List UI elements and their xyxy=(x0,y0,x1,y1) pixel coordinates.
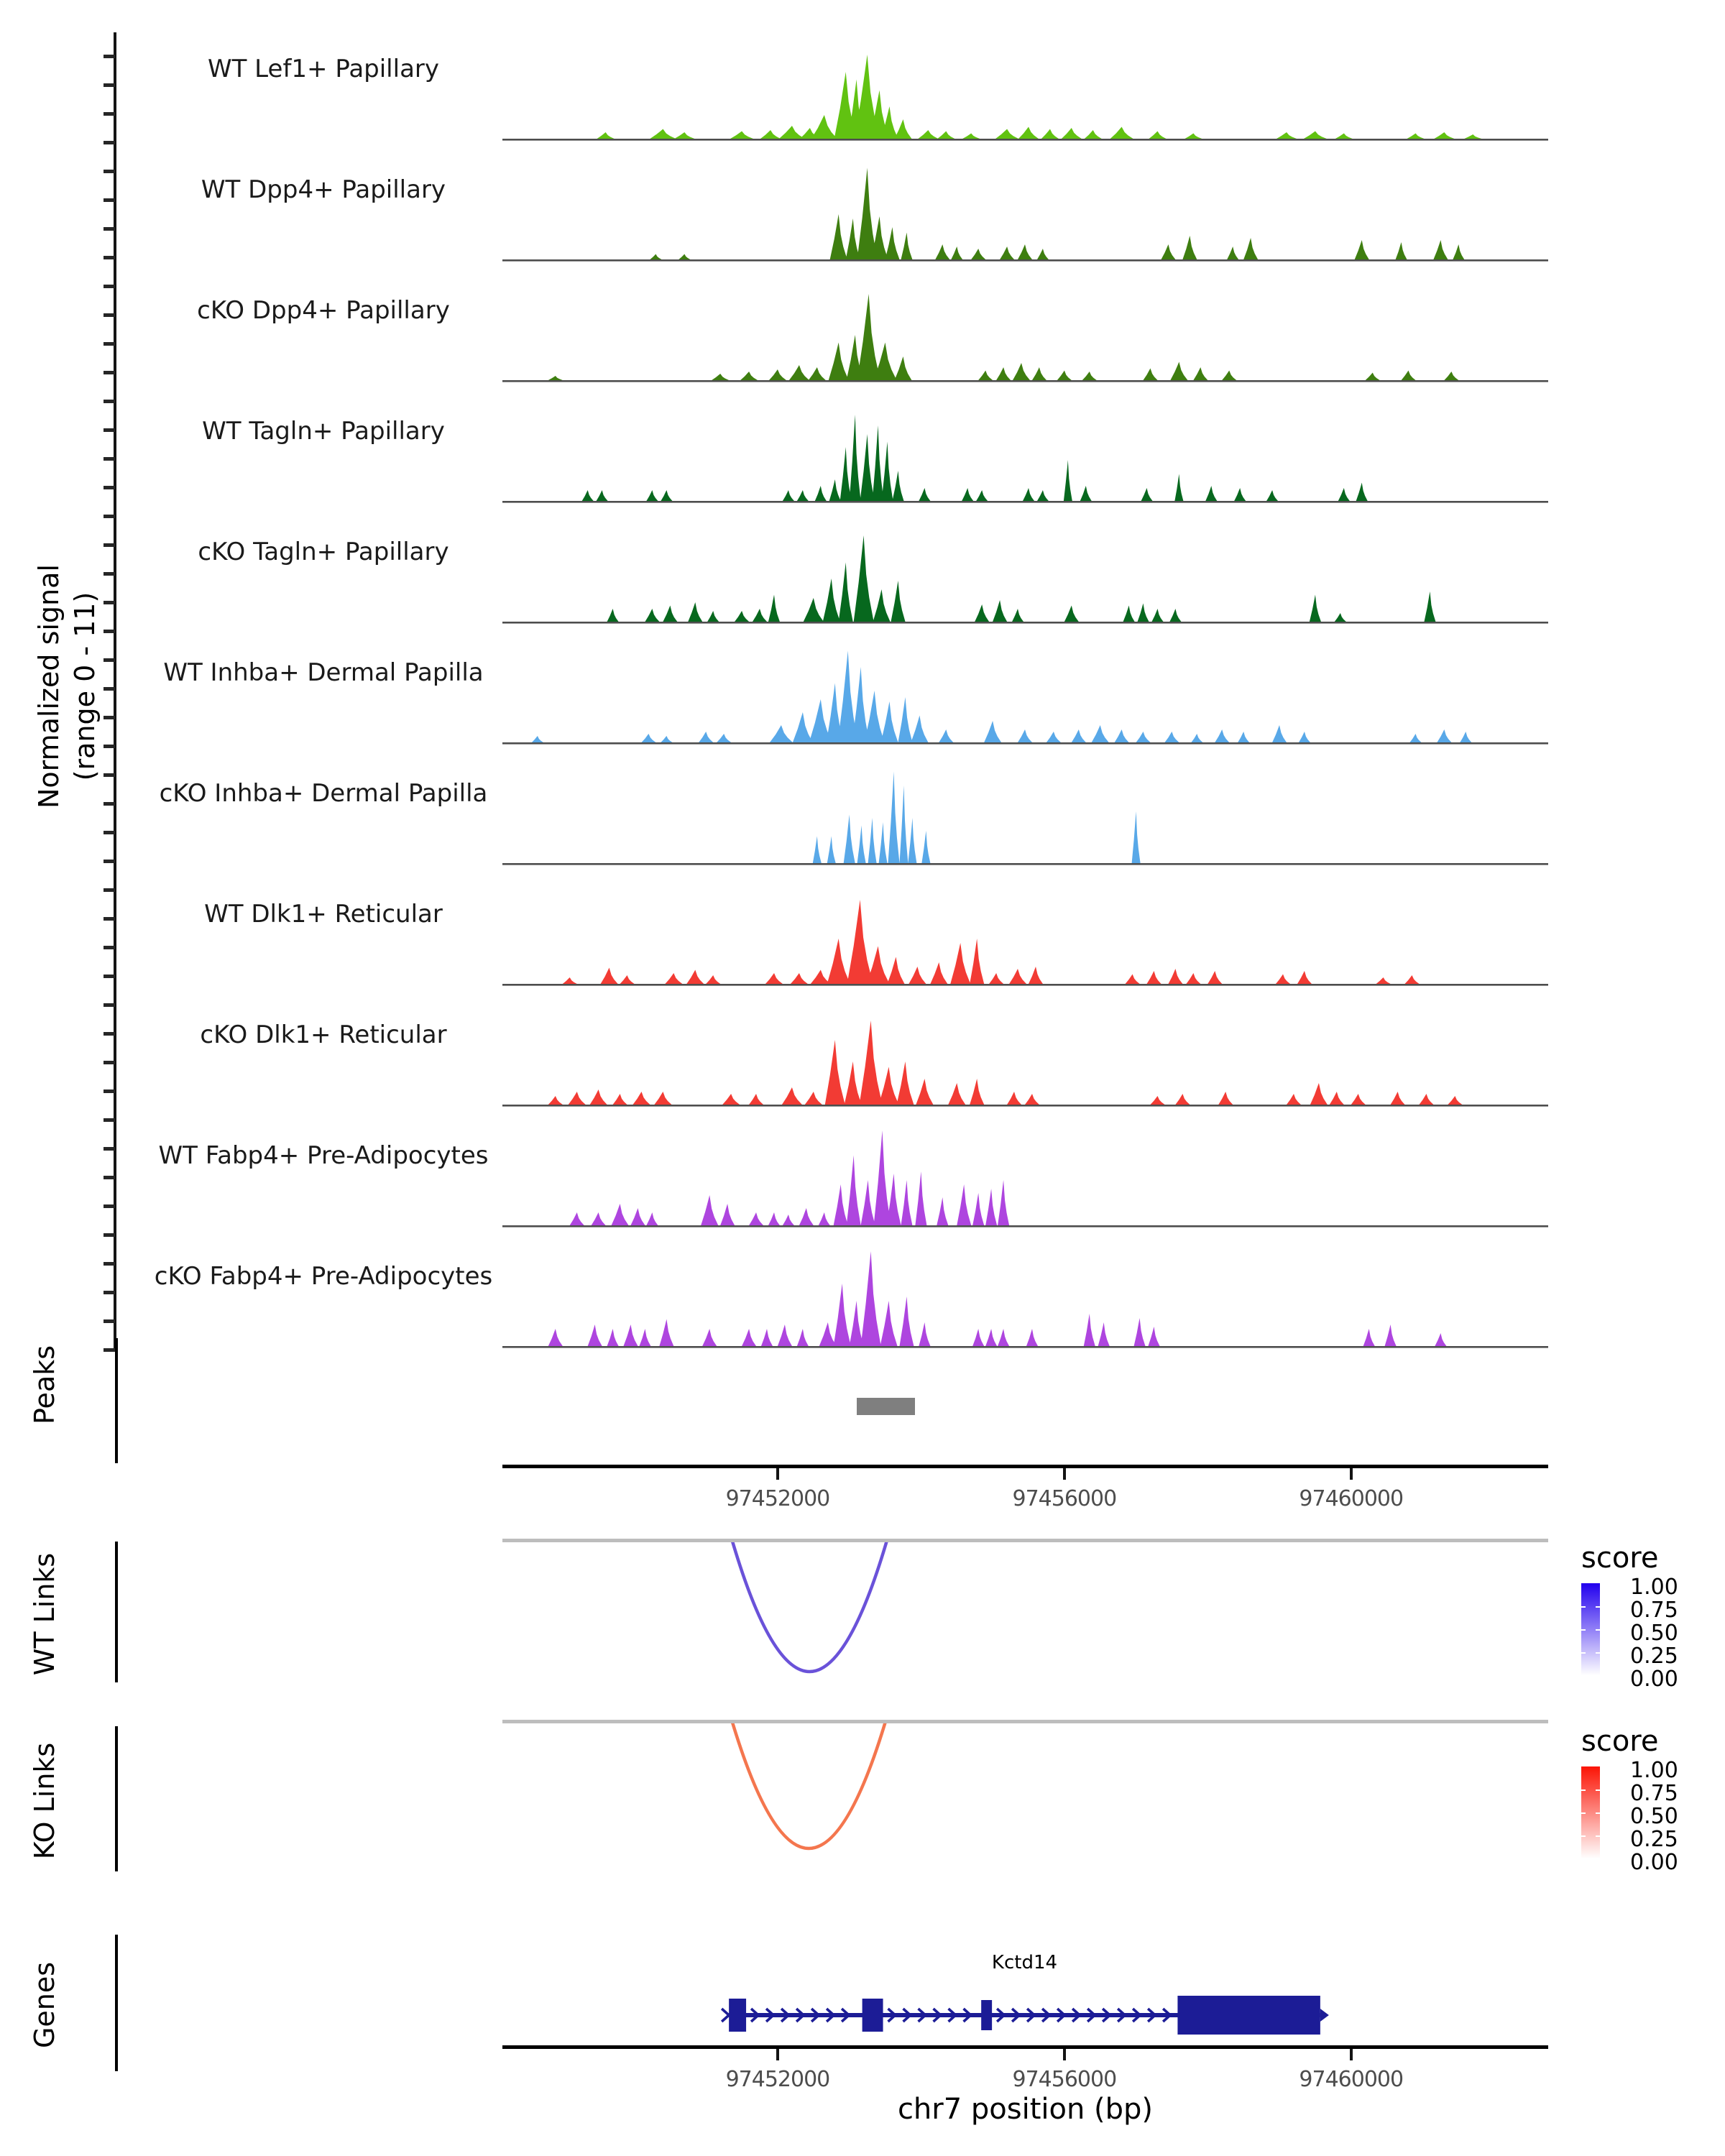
legend-tick-label: 0.25 xyxy=(1630,1644,1678,1669)
legend-tick-mark xyxy=(1581,1606,1586,1608)
legend-tick-mark xyxy=(1581,1789,1586,1791)
legend-tick-mark xyxy=(1581,1652,1586,1654)
coverage-track-3 xyxy=(502,263,1548,384)
legend-tick-mark xyxy=(1596,1606,1600,1608)
track-label: WT Inhba+ Dermal Papilla xyxy=(163,658,484,687)
track-baseline xyxy=(502,1225,1548,1227)
peaks-x-axis-ticklabel: 97460000 xyxy=(1299,1486,1404,1511)
y-axis-label-line1: Normalized signal xyxy=(33,564,65,808)
peaks-x-axis xyxy=(502,1465,1548,1468)
track-label: cKO Tagln+ Papillary xyxy=(198,538,449,566)
signal-y-axis-tick xyxy=(104,285,115,288)
coverage-track-7 xyxy=(502,746,1548,867)
track-baseline xyxy=(502,984,1548,986)
signal-y-axis-tick xyxy=(104,975,115,978)
signal-y-axis-tick xyxy=(104,457,115,461)
coverage-signal xyxy=(502,55,1548,139)
signal-y-axis-tick xyxy=(104,1003,115,1007)
exon-box xyxy=(862,1999,883,2032)
gene-model-Kctd14 xyxy=(502,1985,1548,2050)
peaks-x-axis-ticklabel: 97456000 xyxy=(1012,1486,1117,1511)
legend-tick-label: 0.75 xyxy=(1630,1781,1678,1806)
coverage-track-5 xyxy=(502,505,1548,625)
track-baseline xyxy=(502,1105,1548,1107)
wt-links-score-legend xyxy=(1581,1542,1678,1692)
signal-y-axis-tick xyxy=(104,256,115,259)
signal-y-axis-tick xyxy=(104,687,115,691)
ko-score-legend-title: score xyxy=(1581,1725,1659,1758)
link-arc xyxy=(732,1723,885,1848)
gene-end-arrow-icon xyxy=(1320,2009,1329,2022)
signal-y-axis-tick xyxy=(104,601,115,604)
genes-panel-axis xyxy=(115,1935,118,2071)
coverage-signal xyxy=(502,900,1548,984)
track-label: WT Lef1+ Papillary xyxy=(207,55,440,83)
peaks-x-axis-tick xyxy=(776,1468,779,1480)
track-label: cKO Dpp4+ Papillary xyxy=(197,296,450,325)
ko-links-panel-label: KO Links xyxy=(29,1742,60,1860)
signal-y-axis-tick xyxy=(104,1176,115,1179)
gene-name-label: Kctd14 xyxy=(991,1952,1058,1973)
signal-y-axis-tick xyxy=(104,773,115,777)
track-label: WT Dlk1+ Reticular xyxy=(204,900,443,929)
signal-y-axis-tick xyxy=(104,198,115,202)
coverage-signal xyxy=(502,1021,1548,1105)
signal-y-axis-tick xyxy=(104,1319,115,1323)
genes-x-axis-ticklabel: 97456000 xyxy=(1012,2067,1117,2092)
track-label: cKO Fabp4+ Pre-Adipocytes xyxy=(154,1262,493,1291)
coverage-track-6 xyxy=(502,625,1548,746)
signal-y-axis-tick xyxy=(104,860,115,863)
ko-score-gradient-bar xyxy=(1581,1766,1600,1858)
legend-tick-label: 0.50 xyxy=(1630,1804,1678,1829)
track-label: WT Fabp4+ Pre-Adipocytes xyxy=(158,1141,489,1170)
legend-tick-label: 0.00 xyxy=(1630,1850,1678,1875)
track-baseline xyxy=(502,622,1548,624)
track-label: WT Dpp4+ Papillary xyxy=(201,175,446,204)
legend-tick-label: 1.00 xyxy=(1630,1575,1678,1600)
signal-y-axis-tick xyxy=(104,716,115,719)
signal-y-axis-tick xyxy=(104,141,115,144)
coverage-track-9 xyxy=(502,987,1548,1108)
track-baseline xyxy=(502,139,1548,141)
signal-y-axis-tick xyxy=(104,1061,115,1064)
ko-links-baseline xyxy=(502,1720,1548,1723)
signal-y-axis-tick xyxy=(104,428,115,432)
legend-tick-label: 0.00 xyxy=(1630,1667,1678,1692)
legend-tick-mark xyxy=(1596,1629,1600,1631)
signal-y-axis-tick xyxy=(104,802,115,806)
genes-panel-label: Genes xyxy=(29,1961,60,2049)
signal-y-axis-tick xyxy=(104,1348,115,1352)
signal-y-axis-tick xyxy=(104,946,115,949)
legend-tick-label: 1.00 xyxy=(1630,1758,1678,1783)
peaks-x-axis-tick xyxy=(1063,1468,1066,1480)
coverage-signal xyxy=(502,772,1548,864)
signal-y-axis-tick xyxy=(104,543,115,547)
track-baseline xyxy=(502,742,1548,745)
ko-links-arcs xyxy=(502,1721,1548,1937)
exon-box xyxy=(729,1999,746,2032)
genes-x-axis-tick xyxy=(1350,2049,1353,2060)
coverage-signal xyxy=(502,415,1548,501)
signal-y-axis-tick xyxy=(104,1147,115,1151)
wt-links-baseline xyxy=(502,1539,1548,1542)
legend-tick-mark xyxy=(1581,1835,1586,1837)
coverage-track-10 xyxy=(502,1108,1548,1229)
signal-y-axis-tick xyxy=(104,1233,115,1237)
coverage-track-11 xyxy=(502,1229,1548,1350)
legend-tick-mark xyxy=(1581,1812,1586,1814)
signal-y-axis-tick xyxy=(104,1262,115,1266)
legend-tick-mark xyxy=(1596,1789,1600,1791)
coverage-track-4 xyxy=(502,384,1548,505)
legend-tick-mark xyxy=(1581,1629,1586,1631)
coverage-track-8 xyxy=(502,867,1548,987)
track-baseline xyxy=(502,259,1548,262)
ko-links-score-legend xyxy=(1581,1725,1678,1875)
signal-y-axis-tick xyxy=(104,83,115,87)
coverage-signal xyxy=(502,535,1548,622)
signal-y-axis-tick xyxy=(104,112,115,116)
track-baseline xyxy=(502,501,1548,503)
signal-y-axis-tick xyxy=(104,831,115,834)
track-label: cKO Dlk1+ Reticular xyxy=(200,1021,447,1049)
genes-x-axis-ticklabel: 97460000 xyxy=(1299,2067,1404,2092)
signal-y-axis-tick xyxy=(104,1032,115,1036)
signal-y-axis-tick xyxy=(104,313,115,317)
coverage-track-1 xyxy=(502,22,1548,142)
track-baseline xyxy=(502,863,1548,865)
genes-x-axis-ticklabel: 97452000 xyxy=(725,2067,830,2092)
peaks-x-axis-ticklabel: 97452000 xyxy=(725,1486,830,1511)
signal-y-axis-tick xyxy=(104,371,115,374)
coverage-signal xyxy=(502,1251,1548,1346)
signal-y-axis-tick xyxy=(104,572,115,576)
y-axis-label-line2: (range 0 - 11) xyxy=(69,591,101,781)
genes-x-axis-tick xyxy=(776,2049,779,2060)
wt-score-gradient-bar xyxy=(1581,1583,1600,1675)
legend-tick-label: 0.25 xyxy=(1630,1827,1678,1852)
signal-y-axis-tick xyxy=(104,1204,115,1208)
legend-tick-label: 0.50 xyxy=(1630,1621,1678,1646)
coverage-track-2 xyxy=(502,142,1548,263)
signal-y-axis-tick xyxy=(104,745,115,748)
track-label: cKO Inhba+ Dermal Papilla xyxy=(159,779,488,808)
signal-y-axis-tick xyxy=(104,55,115,58)
coverage-signal xyxy=(502,168,1548,260)
signal-y-axis-tick xyxy=(104,515,115,518)
signal-y-axis-tick xyxy=(104,1291,115,1294)
peaks-panel-label: Peaks xyxy=(29,1345,60,1424)
exon-box xyxy=(1177,1996,1320,2035)
track-baseline xyxy=(502,380,1548,382)
signal-y-axis-tick xyxy=(104,486,115,489)
signal-y-axis-tick xyxy=(104,630,115,633)
signal-y-axis-tick xyxy=(104,400,115,403)
signal-y-axis-tick xyxy=(104,658,115,662)
peaks-x-axis-tick xyxy=(1350,1468,1353,1480)
exon-box xyxy=(981,2000,992,2030)
genes-x-axis-tick xyxy=(1063,2049,1066,2060)
coverage-signal xyxy=(502,1130,1548,1225)
signal-y-axis-tick xyxy=(104,227,115,231)
coverage-signal xyxy=(502,651,1548,743)
signal-y-axis-tick xyxy=(104,917,115,921)
signal-y-axis-tick xyxy=(104,1089,115,1093)
legend-tick-mark xyxy=(1596,1835,1600,1837)
link-arc xyxy=(732,1542,886,1672)
ko-links-panel-axis xyxy=(115,1726,118,1871)
legend-tick-mark xyxy=(1596,1652,1600,1654)
called-peak-bar xyxy=(857,1398,916,1415)
wt-links-panel-axis xyxy=(115,1542,118,1682)
peaks-panel-axis xyxy=(115,1338,118,1463)
track-baseline xyxy=(502,1346,1548,1348)
wt-links-panel-label: WT Links xyxy=(29,1552,60,1676)
strand-arrow-icon xyxy=(722,2009,729,2022)
legend-tick-mark xyxy=(1596,1812,1600,1814)
signal-y-axis-tick xyxy=(104,170,115,173)
track-label: WT Tagln+ Papillary xyxy=(202,417,445,446)
legend-tick-label: 0.75 xyxy=(1630,1598,1678,1623)
signal-y-axis-tick xyxy=(104,888,115,892)
wt-score-legend-title: score xyxy=(1581,1542,1659,1575)
signal-y-axis-tick xyxy=(104,1118,115,1122)
signal-y-axis-tick xyxy=(104,342,115,346)
coverage-signal xyxy=(502,294,1548,380)
x-axis-title: chr7 position (bp) xyxy=(897,2093,1154,2126)
